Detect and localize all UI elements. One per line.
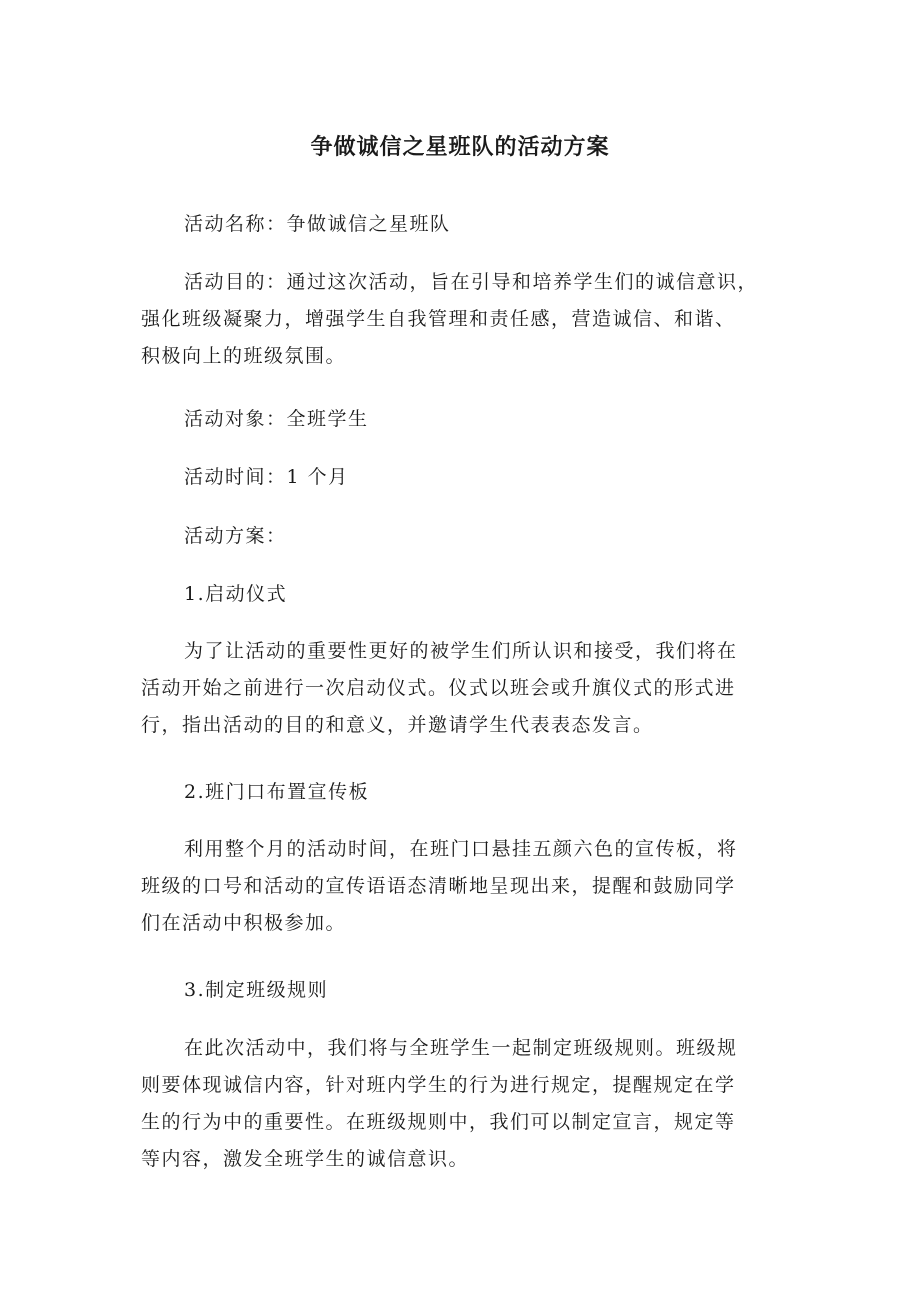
section-heading-1 — [141, 576, 781, 613]
text-line: 活动时间：1 个月 — [184, 466, 349, 488]
paragraph-activity-plan — [141, 518, 781, 555]
text-line: 在此次活动中，我们将与全班学生一起制定班级规则。班级规 — [184, 1037, 738, 1059]
paragraph-section-1 — [141, 633, 781, 744]
text-line: 活动开始之前进行一次启动仪式。仪式以班会或升旗仪式的形式进 — [141, 677, 736, 699]
paragraph-activity-target — [141, 401, 781, 438]
text-line: 活动方案： — [184, 525, 287, 547]
paragraph-section-2 — [141, 831, 781, 942]
text-line: 们在活动中积极参加。 — [141, 912, 347, 934]
paragraph-activity-time — [141, 459, 781, 496]
text-line: 班级的口号和活动的宣传语语态清晰地呈现出来，提醒和鼓励同学 — [141, 875, 736, 897]
text-line: 1.启动仪式 — [184, 583, 288, 605]
text-line: 等内容，激发全班学生的诚信意识。 — [141, 1148, 470, 1170]
text-line: 利用整个月的活动时间，在班门口悬挂五颜六色的宣传板，将 — [184, 838, 738, 860]
paragraph-activity-purpose — [141, 264, 781, 375]
text-line: 活动名称：争做诚信之星班队 — [184, 213, 451, 235]
watermark: zixin — [575, 590, 752, 674]
paragraph-activity-name — [141, 206, 781, 243]
text-line: 行，指出活动的目的和意义，并邀请学生代表表态发言。 — [141, 714, 654, 736]
text-line: 生的行为中的重要性。在班级规则中，我们可以制定宣言，规定等 — [141, 1111, 736, 1133]
document-title: 争做诚信之星班队的活动方案 — [310, 135, 610, 160]
text-line: 积极向上的班级氛围。 — [141, 345, 347, 367]
text-line: 活动对象：全班学生 — [184, 408, 369, 430]
text-line: 则要体现诚信内容，针对班内学生的行为进行规定，提醒规定在学 — [141, 1074, 736, 1096]
text-line: 为了让活动的重要性更好的被学生们所认识和接受，我们将在 — [184, 640, 738, 662]
section-heading-3 — [141, 972, 781, 1009]
text-line: 3.制定班级规则 — [184, 979, 329, 1001]
text-line: 活动目的：通过这次活动，旨在引导和培养学生们的诚信意识， — [184, 271, 759, 293]
section-heading-2 — [141, 774, 781, 811]
text-line: 2.班门口布置宣传板 — [184, 781, 370, 803]
text-line: 强化班级凝聚力，增强学生自我管理和责任感，营造诚信、和谐、 — [141, 308, 736, 330]
paragraph-section-3 — [141, 1030, 781, 1178]
